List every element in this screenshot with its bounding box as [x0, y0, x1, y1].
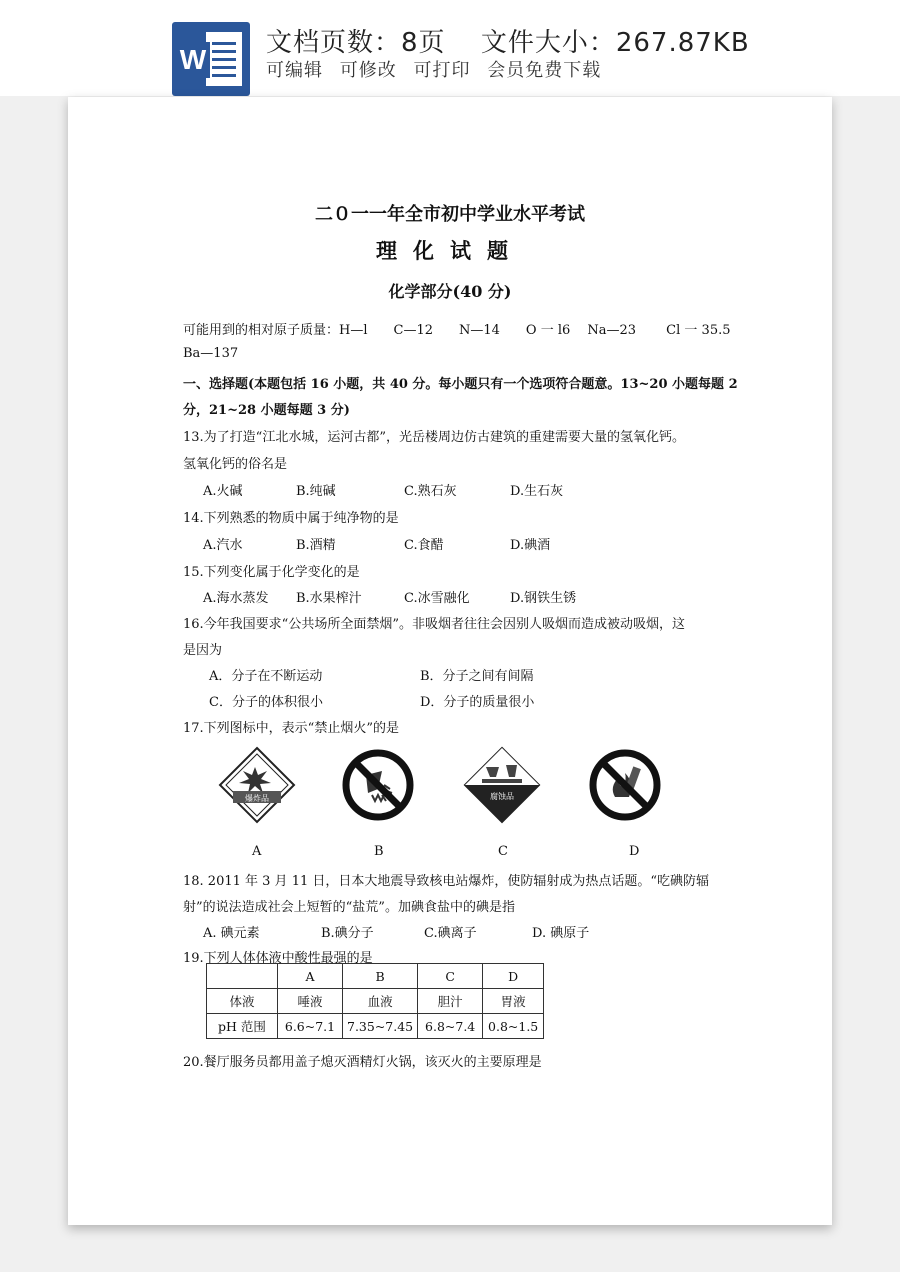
question-18: 18. 2011 年 3 月 11 日，日本大地震导致核电站爆炸，使防辐射成为热点话题。“吃碘防辐 [183, 874, 710, 889]
q13-option-a: A.火碱 [203, 484, 243, 499]
feature-printable: 可打印 [413, 60, 471, 81]
feature-modifiable: 可修改 [339, 60, 397, 81]
table-cell: 胃液 [483, 989, 544, 1014]
table-cell [207, 964, 278, 989]
feature-free-download: 会员免费下载 [487, 60, 602, 81]
table-row [207, 1014, 544, 1039]
q13-option-b: B.纯碱 [296, 484, 336, 499]
explosive-sign-icon [217, 745, 297, 825]
q15-option-a: A.海水蒸发 [203, 591, 269, 606]
q14-option-d: D.碘酒 [510, 538, 551, 553]
q18-option-d: D. 碘原子 [532, 926, 590, 941]
q15-option-c: C.冰雪融化 [404, 591, 470, 606]
question-13-cont: 氢氧化钙的俗名是 [183, 457, 288, 472]
feature-list [266, 56, 601, 82]
no-fire-sign-icon [585, 745, 665, 825]
page-count: 文档页数：8页 [266, 28, 446, 58]
section1-instructions-cont: 分，21~28 小题每题 3 分) [183, 403, 350, 418]
q16-option-c: C．分子的体积很小 [209, 695, 323, 710]
exam-subject: 理化试题 [376, 238, 524, 263]
document-page [68, 97, 832, 1225]
q14-option-b: B.酒精 [296, 538, 336, 553]
corrosive-sign-icon [462, 745, 542, 825]
q14-option-c: C.食醋 [404, 538, 444, 553]
question-16: 16.今年我国要求“公共场所全面禁烟”。非吸烟者往往会因别人吸烟而造成被动吸烟，这 [183, 617, 685, 632]
feature-editable: 可编辑 [266, 60, 323, 81]
question-19: 19.下列人体体液中酸性最强的是 [183, 951, 373, 966]
word-document-icon: W [172, 22, 250, 96]
table-cell: 6.8~7.4 [418, 1014, 483, 1039]
question-14: 14.下列熟悉的物质中属于纯净物的是 [183, 511, 399, 526]
question-17: 17.下列图标中，表示“禁止烟火”的是 [183, 721, 399, 736]
download-banner [0, 0, 900, 96]
q18-option-a: A. 碘元素 [203, 926, 260, 941]
table-cell: 血液 [343, 989, 418, 1014]
atomic-mass-line: 可能用到的相对原子质量：H—l C—12 N—14 O 一 l6 Na—23 Cl 一 35.5 [183, 323, 731, 338]
table-cell: 6.6~7.1 [278, 1014, 343, 1039]
q13-option-c: C.熟石灰 [404, 484, 457, 499]
q16-option-d: D．分子的质量很小 [420, 695, 535, 710]
table-cell: pH 范围 [207, 1014, 278, 1039]
explosive-sign-text: 爆炸品 [245, 794, 269, 803]
question-20: 20.餐厅服务员都用盖子熄灭酒精灯火锅，该灭火的主要原理是 [183, 1055, 542, 1070]
table-cell: 体液 [207, 989, 278, 1014]
file-size: 文件大小：267.87KB [480, 28, 750, 58]
corrosive-sign-text: 腐蚀品 [490, 792, 514, 801]
atomic-mass-line2: Ba—137 [183, 346, 239, 361]
q18-option-b: B.碘分子 [321, 926, 374, 941]
q14-option-a: A.汽水 [203, 538, 243, 553]
table-cell: A [278, 964, 343, 989]
table-cell: D [483, 964, 544, 989]
exam-title: 二０一一年全市初中学业水平考试 [315, 204, 585, 225]
section-heading: 化学部分(40 分) [388, 282, 512, 301]
table-cell: 0.8~1.5 [483, 1014, 544, 1039]
q16-option-b: B．分子之间有间隔 [420, 669, 534, 684]
table-cell: 胆汁 [418, 989, 483, 1014]
sign-label-c: C [498, 844, 508, 859]
table-cell: B [343, 964, 418, 989]
q13-option-d: D.生石灰 [510, 484, 564, 499]
no-fireworks-sign-icon [338, 745, 418, 825]
q15-option-b: B.水果榨汁 [296, 591, 362, 606]
table-cell: 7.35~7.45 [343, 1014, 418, 1039]
question-13: 13.为了打造“江北水城，运河古都”，光岳楼周边仿古建筑的重建需要大量的氢氧化钙。 [183, 430, 685, 445]
table-header-row [207, 964, 544, 989]
file-meta [266, 22, 750, 59]
sign-label-b: B [374, 844, 384, 859]
question-16-cont: 是因为 [183, 643, 223, 658]
question-18-cont: 射”的说法造成社会上短暂的“盐荒”。加碘食盐中的碘是指 [183, 900, 515, 915]
sign-label-d: D [629, 844, 640, 859]
section1-instructions: 一、选择题(本题包括 16 小题，共 40 分。每小题只有一个选项符合题意。13~20 小题每题 2 [183, 377, 738, 392]
q15-option-d: D.钢铁生锈 [510, 591, 577, 606]
q18-option-c: C.碘离子 [424, 926, 477, 941]
ph-table [206, 963, 544, 1039]
question-15: 15.下列变化属于化学变化的是 [183, 565, 360, 580]
q16-option-a: A．分子在不断运动 [209, 669, 323, 684]
table-row [207, 989, 544, 1014]
sign-label-a: A [252, 844, 262, 859]
table-cell: 唾液 [278, 989, 343, 1014]
table-cell: C [418, 964, 483, 989]
